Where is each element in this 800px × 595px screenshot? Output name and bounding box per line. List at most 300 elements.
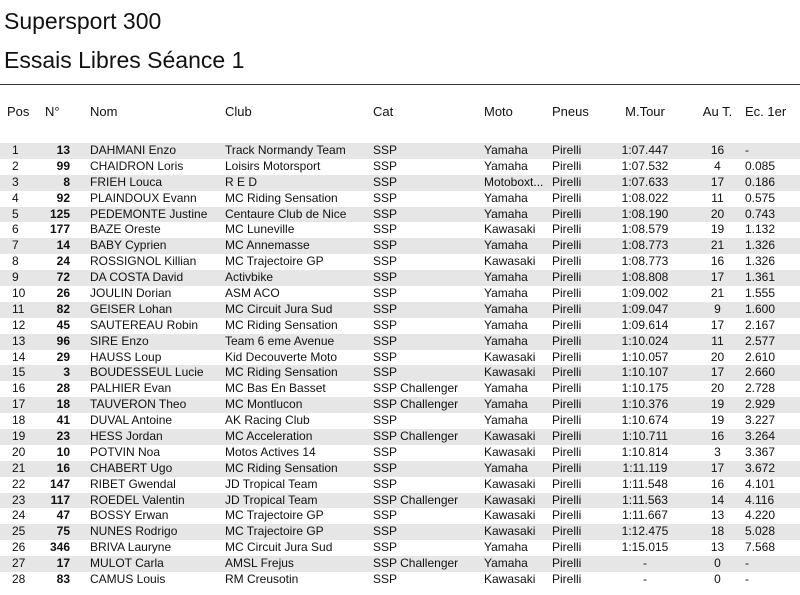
cell-moto: Yamaha: [484, 413, 528, 428]
cell-au: 11: [711, 190, 724, 205]
cell-club: AMSL Frejus: [225, 556, 294, 571]
cell-pos: 9: [12, 270, 19, 285]
cell-club: JD Tropical Team: [225, 476, 318, 491]
cell-ec: 4.116: [745, 492, 775, 507]
cell-au: 19: [710, 222, 725, 237]
cell-ec: 0.085: [745, 158, 776, 173]
table-row: [0, 302, 800, 318]
cell-club: MC Bas En Basset: [225, 381, 326, 396]
cell-nom: JOULIN Dorian: [90, 286, 172, 301]
cell-tour: 1:08.022: [621, 190, 669, 205]
cell-nom: HAUSS Loup: [90, 349, 162, 364]
cell-pneus: Pirelli: [552, 397, 582, 412]
cell-ec: 2.660: [745, 365, 776, 380]
cell-moto: Yamaha: [484, 206, 528, 221]
cell-club: Centaure Club de Nice: [225, 206, 347, 221]
cell-cat: SSP: [373, 572, 398, 587]
cell-moto: Yamaha: [484, 317, 528, 332]
cell-nom: DAHMANI Enzo: [90, 143, 177, 157]
cell-club: Motos Actives 14: [225, 444, 316, 459]
cell-ec: -: [745, 556, 749, 571]
cell-num: 28: [56, 381, 70, 396]
cell-club: MC Circuit Jura Sud: [225, 301, 333, 316]
cell-nom: BOUDESSEUL Lucie: [90, 365, 204, 380]
cell-pneus: Pirelli: [552, 524, 582, 539]
cell-nom: MULOT Carla: [90, 556, 164, 571]
cell-num: 26: [56, 286, 70, 301]
cell-nom: ROSSIGNOL Killian: [90, 254, 197, 269]
cell-num: 83: [56, 572, 70, 587]
cell-pneus: Pirelli: [552, 476, 582, 491]
cell-club: MC Trajectoire GP: [225, 524, 324, 539]
cell-moto: Yamaha: [484, 190, 528, 205]
cell-pos: 3: [12, 174, 19, 189]
cell-num: 10: [56, 444, 70, 459]
cell-pneus: Pirelli: [552, 301, 582, 316]
cell-au: 13: [710, 508, 725, 523]
cell-au: 9: [714, 301, 721, 316]
cell-ec: 3.672: [745, 460, 776, 475]
cell-moto: Kawasaki: [484, 508, 536, 523]
cell-num: 99: [56, 158, 70, 173]
cell-pneus: Pirelli: [552, 286, 582, 301]
table-row: [0, 508, 800, 524]
cell-ec: 0.743: [745, 206, 776, 221]
cell-moto: Kawasaki: [484, 349, 536, 364]
cell-pneus: Pirelli: [552, 333, 582, 348]
cell-pos: 13: [12, 333, 26, 348]
table-row: [0, 222, 800, 238]
table-row: [0, 524, 800, 540]
cell-ec: 1.132: [745, 222, 776, 237]
cell-nom: CHAIDRON Loris: [90, 158, 184, 173]
cell-num: 14: [56, 238, 70, 253]
cell-pos: 7: [12, 238, 19, 253]
cell-pos: 19: [12, 429, 26, 444]
cell-nom: PLAINDOUX Evann: [90, 190, 197, 205]
cell-tour: 1:10.376: [621, 397, 669, 412]
table-row: [0, 540, 800, 556]
cell-moto: Yamaha: [484, 556, 528, 571]
cell-au: 19: [710, 397, 725, 412]
cell-club: Activbike: [225, 270, 274, 285]
cell-cat: SSP Challenger: [373, 381, 459, 396]
cell-moto: Yamaha: [484, 286, 528, 301]
table-row: [0, 445, 800, 461]
cell-au: 17: [710, 174, 725, 189]
table-row: [0, 556, 800, 572]
cell-num: 24: [56, 254, 70, 269]
cell-moto: Yamaha: [484, 301, 528, 316]
cell-au: 20: [710, 206, 725, 221]
header-tour: M.Tour: [625, 104, 665, 119]
cell-pneus: Pirelli: [552, 413, 582, 428]
cell-cat: SSP: [373, 540, 398, 555]
table-row: [0, 334, 800, 350]
header-pos: Pos: [7, 104, 30, 119]
table-row: [0, 175, 800, 191]
cell-ec: 0.186: [745, 174, 776, 189]
cell-au: 0: [714, 556, 721, 571]
cell-cat: SSP: [373, 270, 398, 285]
cell-pos: 26: [12, 540, 26, 555]
cell-pos: 8: [12, 254, 19, 269]
cell-nom: CAMUS Louis: [90, 572, 166, 587]
cell-num: 346: [49, 540, 70, 555]
cell-tour: 1:11.119: [622, 460, 668, 475]
cell-pos: 2: [12, 158, 19, 173]
table-row: [0, 238, 800, 254]
cell-moto: Kawasaki: [484, 254, 536, 269]
cell-pneus: Pirelli: [552, 429, 582, 444]
table-row: [0, 254, 800, 270]
cell-pos: 22: [12, 476, 26, 491]
cell-ec: 1.600: [745, 301, 776, 316]
cell-au: 18: [710, 524, 725, 539]
table-row: [0, 143, 800, 159]
cell-moto: Kawasaki: [484, 476, 536, 491]
cell-ec: 1.555: [745, 286, 776, 301]
table-row: [0, 381, 800, 397]
cell-pneus: Pirelli: [552, 174, 582, 189]
cell-club: MC Riding Sensation: [225, 317, 338, 332]
cell-cat: SSP: [373, 524, 398, 539]
cell-ec: 2.610: [745, 349, 776, 364]
cell-ec: 2.577: [745, 333, 776, 348]
cell-tour: 1:12.475: [621, 524, 669, 539]
cell-club: MC Riding Sensation: [225, 460, 338, 475]
header-pneus: Pneus: [552, 104, 589, 119]
cell-pos: 25: [12, 524, 26, 539]
cell-moto: Yamaha: [484, 238, 528, 253]
cell-num: 3: [63, 365, 70, 380]
header-club: Club: [225, 104, 252, 119]
cell-tour: 1:07.532: [621, 158, 669, 173]
cell-nom: DA COSTA David: [90, 270, 184, 285]
cell-cat: SSP: [373, 508, 398, 523]
cell-tour: 1:09.047: [621, 301, 669, 316]
cell-pos: 28: [12, 572, 26, 587]
cell-ec: 5.028: [745, 524, 776, 539]
cell-tour: -: [643, 572, 647, 587]
cell-cat: SSP: [373, 254, 398, 269]
cell-tour: 1:09.614: [621, 317, 669, 332]
cell-cat: SSP: [373, 460, 398, 475]
cell-nom: PALHIER Evan: [90, 381, 172, 396]
cell-num: 96: [56, 333, 70, 348]
cell-pneus: Pirelli: [552, 460, 582, 475]
header-cat: Cat: [373, 104, 394, 119]
cell-au: 16: [710, 476, 725, 491]
cell-pneus: Pirelli: [552, 317, 582, 332]
cell-pos: 5: [12, 206, 19, 221]
cell-club: MC Luneville: [225, 222, 295, 237]
cell-tour: 1:10.711: [622, 429, 668, 444]
cell-tour: 1:08.773: [621, 238, 669, 253]
cell-nom: PEDEMONTE Justine: [90, 206, 208, 221]
cell-pos: 15: [12, 365, 26, 380]
cell-num: 72: [56, 270, 70, 285]
table-row: [0, 159, 800, 175]
cell-club: MC Trajectoire GP: [225, 254, 324, 269]
cell-cat: SSP: [373, 174, 398, 189]
cell-nom: DUVAL Antoine: [90, 413, 173, 428]
cell-club: AK Racing Club: [225, 413, 310, 428]
cell-tour: 1:10.814: [621, 444, 669, 459]
cell-cat: SSP: [373, 476, 398, 491]
cell-moto: Yamaha: [484, 540, 528, 555]
cell-ec: 3.367: [745, 444, 776, 459]
table-row: [0, 207, 800, 223]
cell-nom: BOSSY Erwan: [90, 508, 169, 523]
cell-ec: 2.167: [745, 317, 776, 332]
cell-num: 147: [49, 476, 70, 491]
cell-pos: 18: [12, 413, 26, 428]
cell-club: MC Trajectoire GP: [225, 508, 324, 523]
cell-moto: Kawasaki: [484, 572, 536, 587]
cell-moto: Yamaha: [484, 333, 528, 348]
cell-tour: 1:08.773: [621, 254, 669, 269]
header-moto: Moto: [484, 104, 513, 119]
cell-club: RM Creusotin: [225, 572, 299, 587]
cell-club: Kid Decouverte Moto: [225, 349, 338, 364]
cell-moto: Kawasaki: [484, 492, 536, 507]
cell-nom: BAZE Oreste: [90, 222, 161, 237]
cell-au: 17: [710, 365, 725, 380]
cell-pneus: Pirelli: [552, 540, 582, 555]
table-row: [0, 270, 800, 286]
cell-au: 0: [714, 572, 721, 587]
cell-moto: Yamaha: [484, 270, 528, 285]
cell-nom: RIBET Gwendal: [90, 476, 176, 491]
cell-pneus: Pirelli: [552, 222, 582, 237]
cell-au: 3: [714, 444, 721, 459]
session-subtitle: Essais Libres Séance 1: [4, 47, 245, 73]
cell-club: MC Montlucon: [225, 397, 303, 412]
cell-pos: 27: [12, 556, 26, 571]
cell-pos: 11: [12, 301, 25, 316]
cell-tour: 1:09.002: [621, 286, 669, 301]
cell-au: 17: [710, 270, 725, 285]
cell-cat: SSP Challenger: [373, 429, 459, 444]
cell-tour: 1:08.579: [621, 222, 669, 237]
table-row: [0, 493, 800, 509]
cell-nom: BABY Cyprien: [90, 238, 167, 253]
cell-ec: -: [745, 143, 749, 157]
cell-tour: 1:10.175: [621, 381, 669, 396]
cell-cat: SSP: [373, 190, 398, 205]
cell-tour: 1:11.548: [622, 476, 668, 491]
cell-num: 18: [56, 397, 70, 412]
cell-tour: 1:11.667: [622, 508, 668, 523]
cell-cat: SSP Challenger: [373, 397, 459, 412]
cell-pneus: Pirelli: [552, 190, 582, 205]
cell-moto: Yamaha: [484, 381, 528, 396]
cell-ec: 2.728: [745, 381, 776, 396]
cell-cat: SSP: [373, 158, 398, 173]
cell-tour: 1:10.057: [621, 349, 669, 364]
cell-nom: NUNES Rodrigo: [90, 524, 178, 539]
cell-pneus: Pirelli: [552, 508, 582, 523]
header-ec: Ec. 1er: [745, 104, 787, 119]
cell-au: 14: [710, 492, 725, 507]
table-row: [0, 191, 800, 207]
cell-pos: 4: [12, 190, 19, 205]
cell-club: R E D: [225, 174, 258, 189]
cell-ec: 7.568: [745, 540, 776, 555]
table-row: [0, 429, 800, 445]
cell-ec: 0.575: [745, 190, 776, 205]
cell-au: 17: [710, 460, 725, 475]
cell-club: MC Riding Sensation: [225, 190, 338, 205]
cell-pneus: Pirelli: [552, 349, 582, 364]
cell-club: MC Acceleration: [225, 429, 313, 444]
cell-num: 8: [63, 174, 70, 189]
cell-pos: 1: [12, 143, 19, 157]
cell-cat: SSP: [373, 317, 398, 332]
cell-tour: 1:10.024: [621, 333, 669, 348]
cell-pneus: Pirelli: [552, 556, 582, 571]
table-row: [0, 572, 800, 588]
cell-pos: 20: [12, 444, 26, 459]
cell-tour: 1:11.563: [622, 492, 668, 507]
cell-num: 92: [56, 190, 70, 205]
cell-cat: SSP: [373, 222, 398, 237]
table-row: [0, 350, 800, 366]
cell-nom: SAUTEREAU Robin: [90, 317, 199, 332]
table-row: [0, 461, 800, 477]
cell-cat: SSP Challenger: [373, 492, 459, 507]
cell-cat: SSP: [373, 238, 398, 253]
cell-ec: 1.326: [745, 254, 776, 269]
header-num: N°: [45, 104, 60, 119]
cell-num: 13: [56, 143, 70, 157]
cell-pos: 23: [12, 492, 26, 507]
cell-pos: 24: [12, 508, 26, 523]
cell-ec: -: [745, 572, 749, 587]
cell-tour: 1:10.674: [621, 413, 669, 428]
cell-tour: 1:10.107: [621, 365, 669, 380]
cell-moto: Yamaha: [484, 158, 528, 173]
cell-pos: 6: [12, 222, 19, 237]
cell-pneus: Pirelli: [552, 572, 582, 587]
cell-num: 41: [56, 413, 70, 428]
cell-pos: 12: [12, 317, 26, 332]
cell-nom: TAUVERON Theo: [90, 397, 187, 412]
table-header: [0, 104, 800, 120]
cell-club: Loisirs Motorsport: [225, 158, 321, 173]
cell-nom: SIRE Enzo: [90, 333, 149, 348]
cell-num: 47: [56, 508, 70, 523]
cell-nom: GEISER Lohan: [90, 301, 173, 316]
cell-pneus: Pirelli: [552, 238, 582, 253]
cell-club: ASM ACO: [225, 286, 280, 301]
cell-pneus: Pirelli: [552, 365, 582, 380]
cell-club: Track Normandy Team: [225, 143, 346, 157]
cell-au: 4: [714, 158, 721, 173]
cell-au: 13: [710, 540, 725, 555]
page-title: Supersport 300: [4, 8, 162, 34]
cell-cat: SSP: [373, 413, 398, 428]
cell-moto: Kawasaki: [484, 524, 536, 539]
cell-pneus: Pirelli: [552, 254, 582, 269]
cell-pos: 10: [12, 286, 26, 301]
cell-ec: 1.326: [745, 238, 776, 253]
cell-cat: SSP Challenger: [373, 556, 459, 571]
cell-pos: 17: [12, 397, 26, 412]
header-nom: Nom: [90, 104, 118, 119]
cell-au: 16: [710, 254, 725, 269]
cell-num: 45: [56, 317, 70, 332]
cell-tour: 1:15.015: [621, 540, 669, 555]
cell-club: MC Riding Sensation: [225, 365, 338, 380]
header-au: Au T.: [702, 104, 733, 119]
cell-au: 11: [711, 333, 724, 348]
cell-tour: 1:07.633: [621, 174, 669, 189]
cell-pos: 14: [12, 349, 26, 364]
cell-tour: -: [643, 556, 647, 571]
cell-nom: BRIVA Lauryne: [90, 540, 172, 555]
cell-tour: 1:07.447: [621, 143, 669, 157]
cell-num: 117: [50, 492, 70, 507]
cell-pneus: Pirelli: [552, 381, 582, 396]
cell-ec: 4.220: [745, 508, 776, 523]
cell-cat: SSP: [373, 286, 398, 301]
cell-ec: 3.227: [745, 413, 776, 428]
cell-cat: SSP: [373, 143, 398, 157]
cell-nom: HESS Jordan: [90, 429, 163, 444]
cell-club: Team 6 eme Avenue: [225, 333, 335, 348]
cell-num: 82: [56, 301, 70, 316]
cell-club: JD Tropical Team: [225, 492, 318, 507]
cell-pneus: Pirelli: [552, 444, 582, 459]
cell-cat: SSP: [373, 349, 398, 364]
cell-club: MC Annemasse: [225, 238, 310, 253]
cell-nom: FRIEH Louca: [90, 174, 163, 189]
table-row: [0, 286, 800, 302]
cell-num: 16: [56, 460, 70, 475]
cell-cat: SSP: [373, 365, 398, 380]
table-row: [0, 318, 800, 334]
cell-au: 16: [710, 429, 725, 444]
cell-moto: Yamaha: [484, 397, 528, 412]
cell-nom: ROEDEL Valentin: [90, 492, 185, 507]
cell-pos: 21: [12, 460, 26, 475]
cell-pneus: Pirelli: [552, 492, 582, 507]
cell-au: 21: [710, 286, 725, 301]
cell-nom: POTVIN Noa: [90, 444, 161, 459]
cell-moto: Kawasaki: [484, 222, 536, 237]
cell-pneus: Pirelli: [552, 270, 582, 285]
results-table: [0, 143, 800, 588]
cell-ec: 2.929: [745, 397, 776, 412]
cell-tour: 1:08.808: [621, 270, 669, 285]
cell-num: 75: [56, 524, 70, 539]
cell-num: 17: [56, 556, 70, 571]
cell-au: 16: [710, 143, 725, 157]
table-row: [0, 477, 800, 493]
cell-pneus: Pirelli: [552, 143, 582, 157]
table-row: [0, 365, 800, 381]
cell-pneus: Pirelli: [552, 158, 582, 173]
cell-au: 19: [710, 413, 725, 428]
cell-num: 23: [56, 429, 70, 444]
cell-cat: SSP: [373, 301, 398, 316]
cell-nom: CHABERT Ugo: [90, 460, 173, 475]
cell-moto: Kawasaki: [484, 365, 536, 380]
cell-au: 20: [710, 381, 725, 396]
cell-num: 177: [49, 222, 70, 237]
